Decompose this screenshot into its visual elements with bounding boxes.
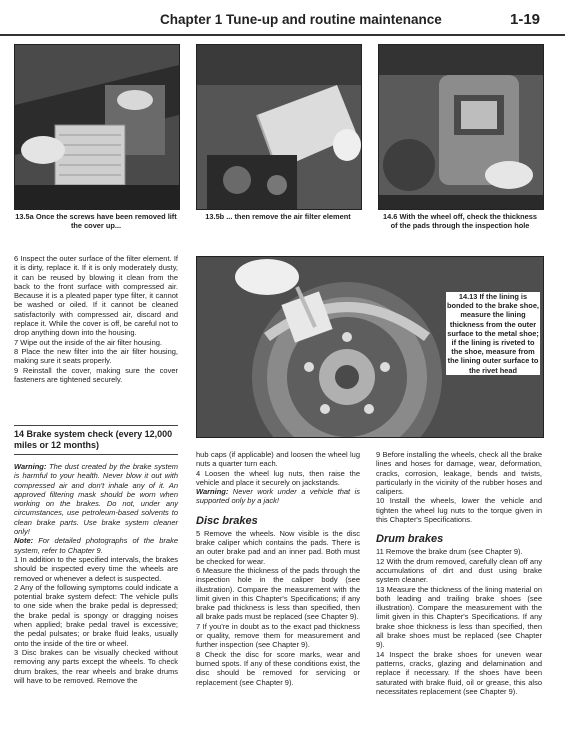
paragraph: 3 Disc brakes can be visually checked without removing any parts except the wheels. To check drum brakes, the rear wheels and brake drums will have to be removed. Remove the bbox=[14, 647, 178, 685]
col1-top-text bbox=[14, 254, 178, 384]
col1-bottom-text bbox=[14, 462, 178, 685]
photo-brake-pad-inspection bbox=[378, 44, 544, 210]
paragraph: 11 Remove the brake drum (see Chapter 9). bbox=[376, 547, 523, 557]
paragraph: 12 With the drum removed, carefully clean off any accumulations of dirt and dust using brake system cleaner. bbox=[376, 556, 542, 585]
caption-13-5a: 13.5a Once the screws have been removed lift the cover up... bbox=[15, 212, 177, 231]
photo-air-filter-cover bbox=[14, 44, 180, 210]
paragraph: 6 Measure the thickness of the pads through the inspection hole in the caliper body (see illustration). Compare the measurement with the limit given in this Chapter's Specifications; if any brake pad thickness is less than specified, then all brake pads must be replaced (see Chapter 9). bbox=[196, 565, 360, 622]
caption-14-6: 14.6 With the wheel off, check the thickness of the pads through the inspection hole bbox=[383, 212, 537, 231]
paragraph: 8 Place the new filter into the air filter housing, making sure it seats properly. bbox=[14, 346, 178, 366]
caption-14-13: 14.13 If the lining is bonded to the brake shoe, measure the lining thickness from the outer surface to the metal shoe; if the lining is riveted to the shoe, measure from the lining outer surface to the rivet head bbox=[447, 292, 539, 375]
paragraph: hub caps (if applicable) and loosen the wheel lug nuts a quarter turn each. bbox=[196, 450, 360, 469]
paragraph: 5 Remove the wheels. Now visible is the disc brake caliper which contains the pads. There is an outer brake pad and an inner pad. Both must be checked for wear. bbox=[196, 528, 360, 566]
photo-air-filter-element bbox=[196, 44, 362, 210]
warning-text: Never work under a vehicle that is supported only by a jack! bbox=[196, 487, 360, 506]
col2-text bbox=[196, 450, 360, 687]
paragraph: 2 Any of the following symptoms could indicate a potential brake system defect: The vehicle pulls to one side when the brake pedal is depressed; the brake pedal is spongy or dragging noises when applied; brake pedal travel is excessive; the pedal pulsates; or brake fluid leaks, usually onto the inside of the tire or wheel. bbox=[14, 582, 178, 648]
paragraph: 13 Measure the thickness of the lining material on both leading and trailing brake shoes (see illustration). Compare the measurement with the limit given in this Chapter's Specifications. If any brake shoe thickness is less than specified, then all brake shoes must be replaced (see Chapter 9). bbox=[376, 584, 542, 650]
warning-label: Warning: bbox=[14, 462, 47, 471]
disc-brakes-heading: Disc brakes bbox=[196, 514, 258, 527]
col3-text bbox=[376, 450, 542, 696]
section-14-heading bbox=[14, 425, 178, 455]
paragraph: 9 Before installing the wheels, check all the brake lines and hoses for damage, wear, deformation, cracks, corrosion, leakage, bends and twists, particularly in the vicinity of the rubber hoses and calipers. bbox=[376, 450, 542, 497]
paragraph: 6 Inspect the outer surface of the filter element. If it is dirty, replace it. If it is only moderately dusty, it can be reused by blowing it clean from the back to the front surface with compressed air. Because it is a pleated paper type filter, it cannot be washed or oiled. If it cannot be cleaned satisfactorily with compressed air, discard and replace it. While the cover is off, be careful not to drop anything down into the housing. bbox=[14, 254, 178, 338]
paragraph: 8 Check the disc for score marks, wear and burned spots. If any of these conditions exist, the disc should be removed for servicing or replacement (see Chapter 9). bbox=[196, 649, 360, 687]
brake-dust-warning bbox=[14, 462, 178, 536]
jack-warning bbox=[196, 487, 360, 506]
caption-13-5b: 13.5b ... then remove the air filter element bbox=[205, 212, 351, 221]
paragraph: 10 Install the wheels, lower the vehicle and tighten the wheel lug nuts to the torque given in this Chapter's Specifications. bbox=[376, 496, 542, 525]
page-number: 1-19 bbox=[510, 11, 541, 28]
warning-label: Warning: bbox=[196, 487, 229, 497]
note-text: For detailed photographs of the brake system, refer to Chapter 9. bbox=[14, 536, 178, 555]
paragraph: 9 Reinstall the cover, making sure the cover fasteners are tightened securely. bbox=[14, 365, 178, 384]
note-label: Note: bbox=[14, 536, 34, 546]
warning-text: The dust created by the brake system is harmful to your health. Never blow it out with compressed air and don't inhale any of it. An approved filtering mask should be worn when working on the brakes. Do not, under any circumstances, use petroleum-based solvents to clean brake parts. Use brake system cleaner only! bbox=[14, 462, 178, 537]
chapter-title: Chapter 1 Tune-up and routine maintenance bbox=[160, 12, 442, 27]
paragraph: 4 Loosen the wheel lug nuts, then raise the vehicle and place it securely on jackstands. bbox=[196, 468, 360, 487]
note bbox=[14, 536, 178, 555]
drum-brakes-heading: Drum brakes bbox=[376, 533, 444, 546]
paragraph: 7 Wipe out the inside of the air filter housing. bbox=[14, 337, 163, 347]
paragraph: 14 Inspect the brake shoes for uneven wear patterns, cracks, glazing and delamination and replace if necessary. If the shoes have been saturated with brake fluid, oil or grease, this also necessitates replacement (see Chapter 9). bbox=[376, 649, 542, 696]
paragraph: 1 In addition to the specified intervals, the brakes should be inspected every time the wheels are removed or whenever a defect is suspected. bbox=[14, 554, 178, 583]
section-14-title: 14 Brake system check (every 12,000 miles or 12 months) bbox=[14, 429, 173, 450]
paragraph: 7 If you're in doubt as to the exact pad thickness or quality, remove them for measurement and further inspection (see Chapter 9). bbox=[196, 621, 360, 650]
